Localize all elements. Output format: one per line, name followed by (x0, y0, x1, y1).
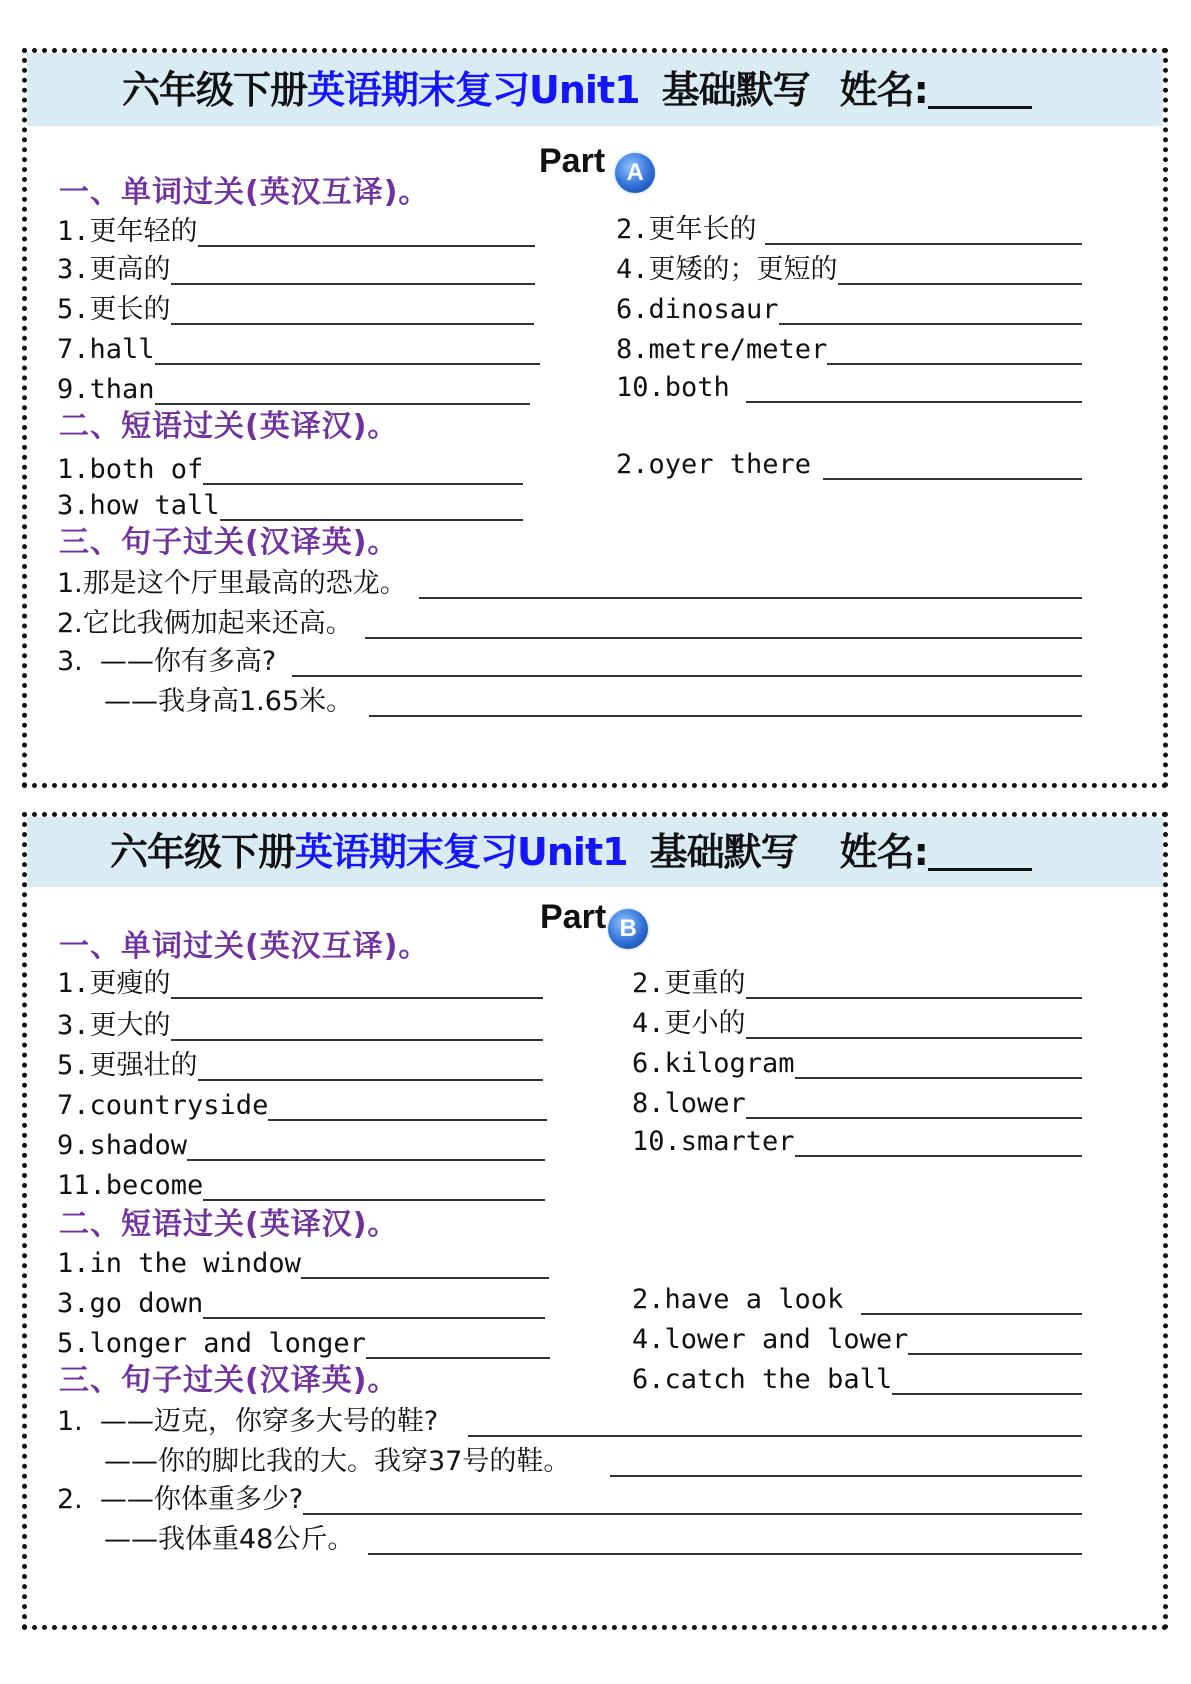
item-label: 10.smarter (632, 1126, 795, 1157)
title-suffix: 基础默写 (661, 68, 810, 112)
answer-line[interactable] (198, 245, 535, 247)
word-item[interactable] (57, 253, 535, 287)
phrase-item[interactable] (616, 448, 1082, 482)
item-label: 7.hall (57, 334, 155, 365)
word-item[interactable] (57, 333, 540, 367)
sentence-item[interactable] (104, 1445, 1082, 1479)
word-item[interactable] (57, 1169, 545, 1203)
answer-line[interactable] (365, 637, 1082, 639)
item-label: 6.catch the ball (632, 1364, 893, 1395)
answer-line[interactable] (779, 323, 1082, 325)
part-text: Part (539, 142, 606, 180)
answer-line[interactable] (171, 323, 534, 325)
section-heading-words: 一、单词过关(英汉互译)。 (59, 929, 430, 964)
word-item[interactable] (57, 293, 534, 327)
phrase-item[interactable] (57, 1247, 549, 1281)
answer-line[interactable] (746, 401, 1082, 403)
word-item[interactable] (616, 333, 1082, 367)
item-label: ——我体重48公斤。 (104, 1524, 355, 1555)
title-prefix: 六年级下册 (110, 830, 296, 874)
sentence-item[interactable] (57, 567, 1082, 601)
answer-line[interactable] (765, 243, 1082, 245)
phrase-item[interactable] (632, 1323, 1082, 1357)
item-label: 8.metre/meter (616, 334, 828, 365)
answer-line[interactable] (823, 478, 1082, 480)
item-label: 5.longer and longer (57, 1328, 366, 1359)
name-field[interactable] (928, 75, 1032, 109)
item-label: ——我身高1.65米。 (104, 686, 354, 717)
answer-line[interactable] (892, 1393, 1082, 1395)
answer-line[interactable] (795, 1155, 1082, 1157)
word-item[interactable] (632, 967, 1082, 1001)
item-label: 11.become (57, 1170, 204, 1201)
name-label: 姓名: (839, 830, 928, 874)
word-item[interactable] (57, 967, 543, 1001)
answer-line[interactable] (861, 1313, 1082, 1315)
item-label: 5.更长的 (57, 294, 171, 325)
answer-line[interactable] (746, 997, 1082, 999)
item-label: 1.in the window (57, 1248, 301, 1279)
item-label: 9.than (57, 374, 155, 405)
word-item[interactable] (632, 1087, 1082, 1121)
answer-line[interactable] (368, 1553, 1082, 1555)
item-label: 7.countryside (57, 1090, 269, 1121)
phrase-item[interactable] (57, 1327, 550, 1361)
part-label (540, 897, 648, 949)
phrase-item[interactable] (632, 1363, 1082, 1397)
word-item[interactable] (616, 293, 1082, 327)
answer-line[interactable] (468, 1435, 1082, 1437)
item-label: 10.both (616, 372, 730, 403)
answer-line[interactable] (827, 363, 1082, 365)
answer-line[interactable] (610, 1475, 1082, 1477)
word-item[interactable] (632, 1007, 1082, 1041)
phrase-item[interactable] (57, 489, 523, 523)
answer-line[interactable] (908, 1353, 1082, 1355)
section-heading-sentences: 三、句子过关(汉译英)。 (59, 525, 399, 560)
answer-line[interactable] (292, 675, 1082, 677)
title-highlight: 英语期末复习Unit1 (295, 830, 628, 874)
answer-line[interactable] (746, 1117, 1082, 1119)
item-label: 6.dinosaur (616, 294, 779, 325)
worksheet-part-a (22, 48, 1168, 788)
sentence-item[interactable] (104, 685, 1082, 719)
answer-line[interactable] (301, 1277, 549, 1279)
section-heading-phrases: 二、短语过关(英译汉)。 (59, 1207, 399, 1242)
item-label: 4.更矮的；更短的 (616, 254, 838, 285)
part-text: Part (540, 898, 607, 936)
sentence-item[interactable] (57, 1483, 1082, 1517)
word-item[interactable] (57, 373, 530, 407)
item-label: 1.both of (57, 454, 204, 485)
answer-line[interactable] (419, 597, 1082, 599)
item-label: ——你的脚比我的大。我穿37号的鞋。 (104, 1446, 571, 1477)
phrase-item[interactable] (57, 1287, 545, 1321)
item-label: 3. ——你有多高? (57, 646, 277, 677)
item-label: 2.更重的 (632, 968, 746, 999)
title-highlight: 英语期末复习Unit1 (307, 68, 640, 112)
part-b-badge-icon: B (608, 909, 648, 949)
word-item[interactable] (632, 1125, 1082, 1159)
name-field[interactable] (928, 837, 1032, 871)
item-label: 1.更瘦的 (57, 968, 171, 999)
item-label: 1.更年轻的 (57, 216, 198, 247)
item-label: 4.更小的 (632, 1008, 746, 1039)
answer-line[interactable] (366, 1357, 550, 1359)
item-label: 2.更年长的 (616, 214, 757, 245)
item-label: 2.oyer there (616, 449, 812, 480)
item-label: 2.它比我俩加起来还高。 (57, 608, 353, 639)
word-item[interactable] (616, 253, 1082, 287)
title-suffix: 基础默写 (649, 830, 798, 874)
worksheet-title (110, 829, 1032, 875)
section-heading-words: 一、单词过关(英汉互译)。 (59, 175, 430, 210)
word-item[interactable] (57, 1089, 547, 1123)
title-prefix: 六年级下册 (122, 68, 308, 112)
item-label: 1. ——迈克，你穿多大号的鞋? (57, 1406, 439, 1437)
answer-line[interactable] (187, 1159, 545, 1161)
word-item[interactable] (57, 1129, 545, 1163)
answer-line[interactable] (203, 483, 523, 485)
title-bar (27, 53, 1163, 126)
sentence-item[interactable] (57, 607, 1082, 641)
word-item[interactable] (57, 1009, 543, 1043)
word-item[interactable] (616, 213, 1082, 247)
word-item[interactable] (57, 215, 535, 249)
answer-line[interactable] (155, 363, 540, 365)
worksheet-part-b (22, 812, 1168, 1630)
item-label: 1.那是这个厅里最高的恐龙。 (57, 568, 407, 599)
item-label: 3.更大的 (57, 1010, 171, 1041)
answer-line[interactable] (746, 1037, 1082, 1039)
item-label: 2. ——你体重多少? (57, 1484, 304, 1515)
item-label: 3.go down (57, 1288, 204, 1319)
item-label: 9.shadow (57, 1130, 188, 1161)
sentence-item[interactable] (104, 1523, 1082, 1557)
sentence-item[interactable] (57, 645, 1082, 679)
worksheet-title (122, 67, 1032, 113)
answer-line[interactable] (268, 1119, 547, 1121)
item-label: 3.更高的 (57, 254, 171, 285)
item-label: 4.lower and lower (632, 1324, 909, 1355)
item-label: 5.更强壮的 (57, 1050, 198, 1081)
item-label: 6.kilogram (632, 1048, 795, 1079)
title-bar (27, 817, 1163, 887)
answer-line[interactable] (203, 1199, 545, 1201)
section-heading-phrases: 二、短语过关(英译汉)。 (59, 409, 399, 444)
part-a-badge-icon: A (615, 153, 655, 193)
phrase-item[interactable] (632, 1283, 1082, 1317)
item-label: 2.have a look (632, 1284, 844, 1315)
answer-line[interactable] (369, 715, 1082, 717)
answer-line[interactable] (203, 1317, 545, 1319)
answer-line[interactable] (198, 1079, 543, 1081)
phrase-item[interactable] (57, 453, 523, 487)
answer-line[interactable] (220, 519, 523, 521)
item-label: 8.lower (632, 1088, 746, 1119)
answer-line[interactable] (171, 1039, 543, 1041)
answer-line[interactable] (171, 283, 535, 285)
answer-line[interactable] (795, 1077, 1082, 1079)
word-item[interactable] (616, 371, 1082, 405)
section-heading-sentences: 三、句子过关(汉译英)。 (59, 1363, 399, 1398)
sentence-item[interactable] (57, 1405, 1082, 1439)
item-label: 3.how tall (57, 490, 220, 521)
part-label (539, 141, 655, 193)
answer-line[interactable] (838, 283, 1082, 285)
name-label: 姓名: (839, 68, 928, 112)
answer-line[interactable] (171, 997, 543, 999)
word-item[interactable] (57, 1049, 543, 1083)
answer-line[interactable] (155, 403, 530, 405)
answer-line[interactable] (303, 1513, 1082, 1515)
word-item[interactable] (632, 1047, 1082, 1081)
